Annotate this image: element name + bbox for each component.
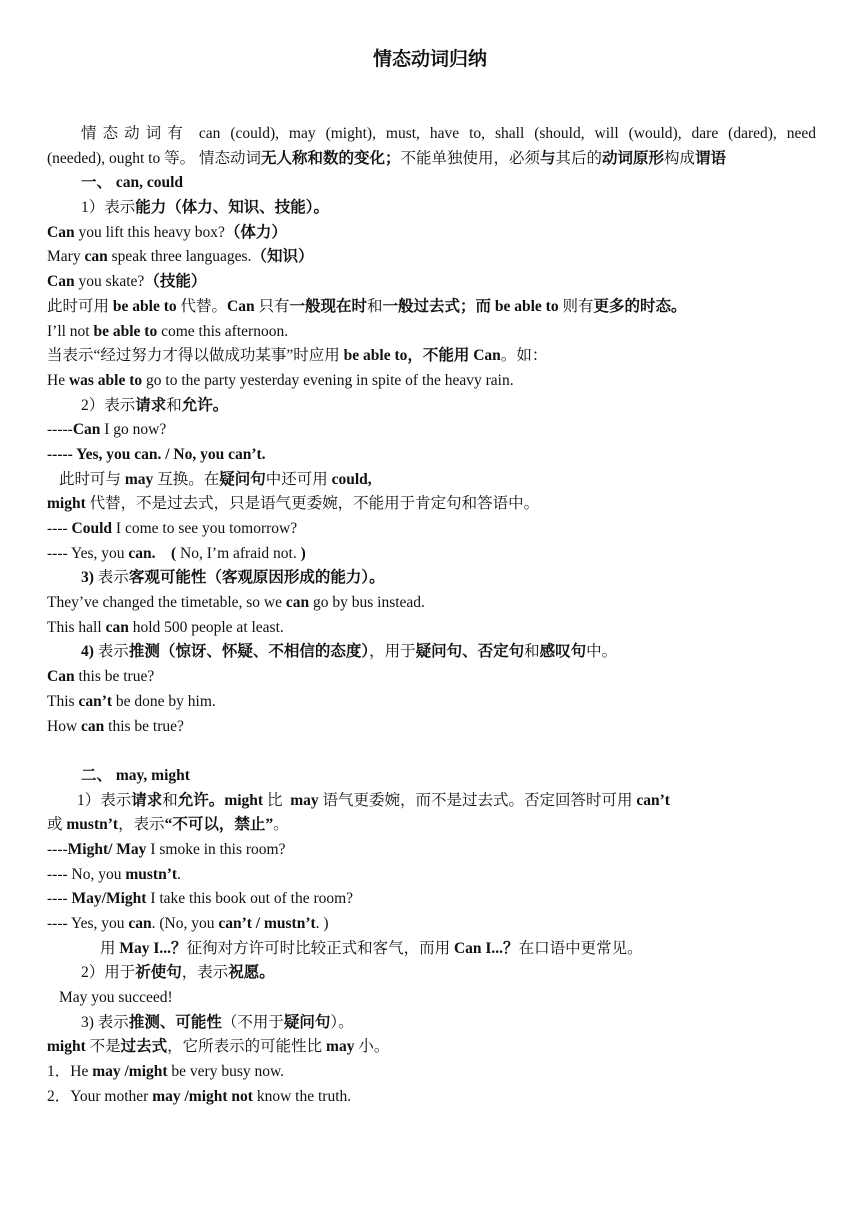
s2-point-1: 1）表示请求和允许。might 比 may 语气更委婉，而不是过去式。否定回答时可用 can’t <box>77 791 670 809</box>
s2-example-4: ---- Yes, you can. (No, you can’t / mustn’t. ) <box>47 915 329 932</box>
section-heading-may-might: 二、 may, might <box>81 766 190 784</box>
intro-line-1: 情态动词有 can (could), may (might), must, have to, shall (should, will (would), dare (dared), need <box>81 125 816 142</box>
s1-example-10: They’ve changed the timetable, so we can go by bus instead. <box>47 594 425 612</box>
s1-point-3: 3) 表示客观可能性（客观原因形成的能力）。 <box>81 569 385 587</box>
s1-example-5: He was able to go to the party yesterday evening in spite of the heavy rain. <box>47 371 514 389</box>
s1-example-12: Can this be true? <box>47 668 155 686</box>
s1-example-2: Mary can speak three languages.（知识） <box>47 248 314 266</box>
s1-example-4: I’ll not be able to come this afternoon. <box>47 322 289 340</box>
s1-example-11: This hall can hold 500 people at least. <box>47 618 284 636</box>
s1-example-9: ---- Yes, you can. ( No, I’m afraid not. ) <box>47 544 306 562</box>
s1-note-4: might 代替，不是过去式，只是语气更委婉，不能用于肯定句和答语中。 <box>47 495 540 513</box>
s1-example-6: -----Can I go now? <box>47 421 167 439</box>
s2-point-2: 2）用于祈使句，表示祝愿。 <box>81 964 275 982</box>
s2-example-2: ---- No, you mustn’t. <box>47 865 181 883</box>
s2-example-3: ---- May/Might I take this book out of the room? <box>47 890 354 908</box>
s2-point-1-cont: 或 mustn’t，表示“不可以，禁止”。 <box>47 816 289 834</box>
s1-note-1: 此时可用 be able to 代替。Can 只有一般现在时和一般过去式；而 be able to 则有更多的时态。 <box>47 297 687 315</box>
document-body <box>47 122 816 1110</box>
s1-example-14: How can this be true? <box>47 717 184 735</box>
s2-example-5: May you succeed! <box>59 989 173 1007</box>
page-title: 情态动词归纳 <box>372 48 487 70</box>
s2-note-1: 用 May I...？征徇对方许可时比较正式和客气，而用 Can I...？在口语中更常见。 <box>100 939 643 957</box>
section-heading-can-could: 一、 can, could <box>81 174 184 192</box>
s1-example-13: This can’t be done by him. <box>47 692 216 710</box>
s1-example-1: Can you lift this heavy box?（体力） <box>47 223 287 241</box>
s1-example-7: ----- Yes, you can. / No, you can’t. <box>47 445 266 463</box>
section-spacer <box>47 739 816 764</box>
intro-line-2: (needed), ought to 等。 情态动词无人称和数的变化；不能单独使用，必须与其后的动词原形构成谓语 <box>47 149 727 167</box>
s1-example-8: ---- Could I come to see you tomorrow? <box>47 520 298 537</box>
s1-example-3: Can you skate?（技能） <box>47 273 207 291</box>
s1-point-1: 1）表示能力（体力、知识、技能）。 <box>81 199 330 217</box>
s2-point-3: 3) 表示推测、可能性（不用于疑问句）。 <box>81 1013 354 1031</box>
s2-example-7: 2．Your mother may /might not know the truth. <box>47 1087 352 1105</box>
s2-note-2: might 不是过去式，它所表示的可能性比 may 小。 <box>47 1038 390 1056</box>
s1-point-2: 2）表示请求和允许。 <box>81 396 229 414</box>
s2-example-6: 1．He may /might be very busy now. <box>47 1063 285 1081</box>
s1-point-4: 4) 表示推测（惊讶、怀疑、不相信的态度），用于疑问句、否定句和感叹句中。 <box>81 643 618 661</box>
s2-example-1: ----Might/ May I smoke in this room? <box>47 840 286 858</box>
s1-note-2: 当表示“经过努力才得以做成功某事”时应用 be able to，不能用 Can。如： <box>47 347 548 365</box>
s1-note-3: 此时可与 may 互换。在疑问句中还可用 could, <box>59 470 372 488</box>
